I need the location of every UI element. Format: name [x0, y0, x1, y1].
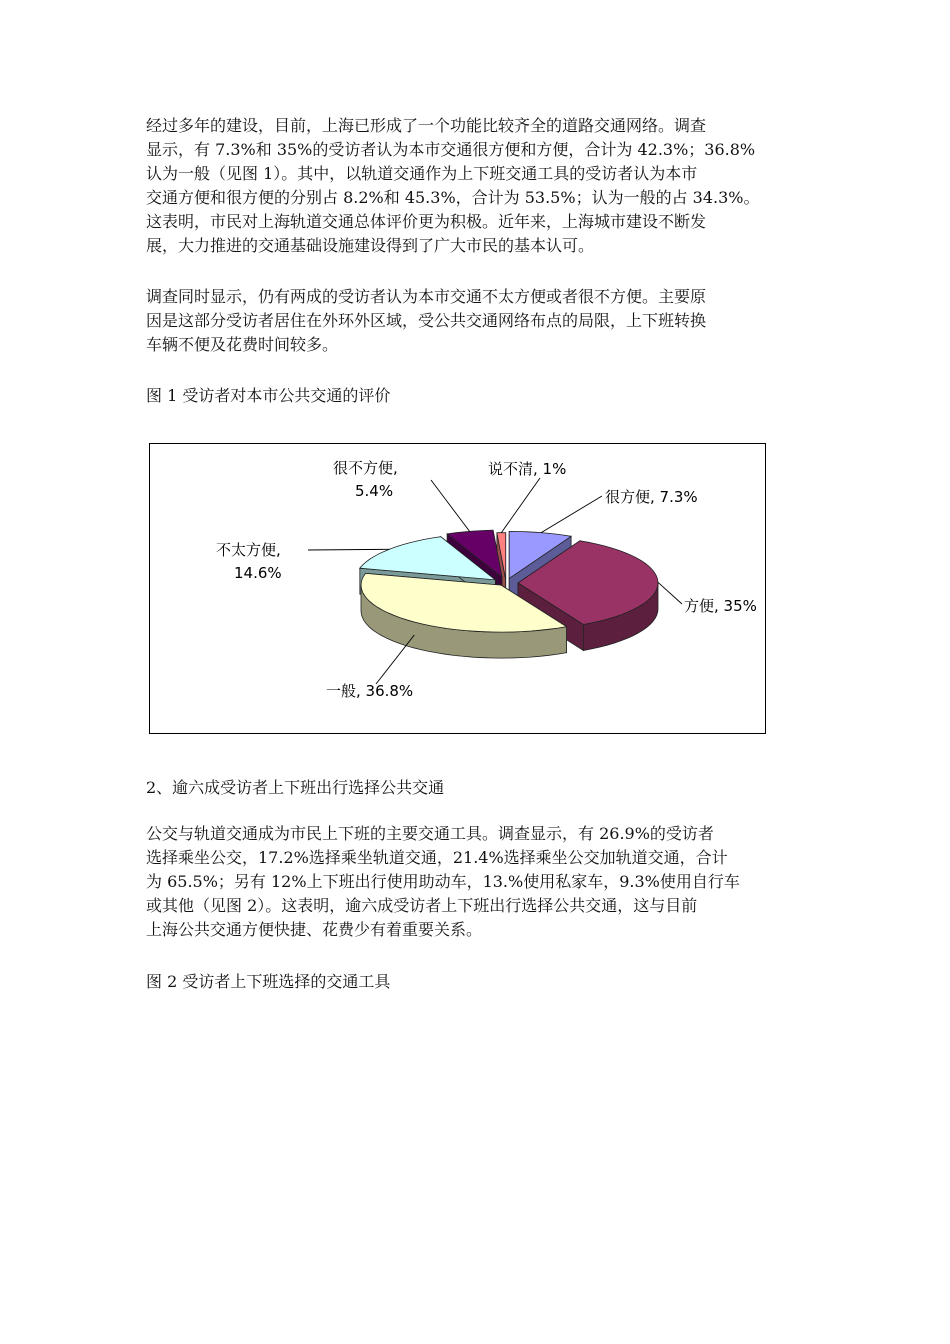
text-line: 或其他（见图 2）。这表明，逾六成受访者上下班出行选择公共交通，这与目前: [146, 896, 698, 915]
text-line: 经过多年的建设，目前，上海已形成了一个功能比较齐全的道路交通网络。调查: [146, 116, 707, 135]
text-line: 认为一般（见图 1）。其中，以轨道交通作为上下班交通工具的受访者认为本市: [146, 164, 698, 183]
paragraph-inconvenience: [146, 285, 810, 357]
label-very-inconvenient-value: 5.4%: [355, 482, 394, 500]
text-line: 为 65.5%；另有 12%上下班出行使用助动车，13.%使用私家车，9.3%使用自行车: [146, 872, 740, 891]
label-not-very-convenient-value: 14.6%: [234, 564, 282, 582]
leader-line-1: [658, 582, 682, 604]
figure1-chart: [149, 443, 766, 734]
text-line: 上海公共交通方便快捷、花费少有着重要关系。: [146, 920, 483, 939]
label-unclear: 说不清, 1%: [488, 460, 567, 478]
leader-line-3: [308, 549, 389, 550]
text-line: 交通方便和很方便的分别占 8.2%和 45.3%，合计为 53.5%；认为一般的占 34.3%。: [146, 188, 760, 207]
label-not-very-convenient-name: 不太方便,: [216, 541, 281, 559]
text-line: 选择乘坐公交，17.2%选择乘坐轨道交通，21.4%选择乘坐公交加轨道交通，合计: [146, 848, 728, 867]
text-line: 展，大力推进的交通基础设施建设得到了广大市民的基本认可。: [146, 236, 595, 255]
label-very-inconvenient-name: 很不方便,: [333, 459, 398, 477]
text-line: 公交与轨道交通成为市民上下班的主要交通工具。调查显示，有 26.9%的受访者: [146, 824, 714, 843]
leader-line-4: [431, 480, 470, 531]
pie-slices: [360, 530, 658, 658]
paragraph-commute-modes: [146, 822, 810, 942]
text-line: 车辆不便及花费时间较多。: [146, 335, 339, 354]
leader-line-2: [376, 635, 414, 684]
leader-line-0: [541, 496, 602, 533]
text-line: 调查同时显示，仍有两成的受访者认为本市交通不太方便或者很不方便。主要原: [146, 287, 707, 306]
figure1-caption: 图 1 受访者对本市公共交通的评价: [146, 386, 391, 405]
text-line: 这表明，市民对上海轨道交通总体评价更为积极。近年来，上海城市建设不断发: [146, 212, 707, 231]
label-convenient: 方便, 35%: [684, 597, 757, 615]
figure2-caption: 图 2 受访者上下班选择的交通工具: [146, 972, 391, 991]
label-very-convenient: 很方便, 7.3%: [605, 488, 698, 506]
leader-line-5: [501, 478, 540, 533]
paragraph-road-network: [146, 114, 810, 258]
label-average: 一般, 36.8%: [326, 682, 414, 700]
text-line: 显示，有 7.3%和 35%的受访者认为本市交通很方便和方便，合计为 42.3%；36.8%: [146, 140, 756, 159]
pie-chart: [150, 444, 765, 733]
text-line: 因是这部分受访者居住在外环外区域，受公共交通网络布点的局限，上下班转换: [146, 311, 707, 330]
section2-heading: 2、逾六成受访者上下班出行选择公共交通: [146, 778, 445, 797]
